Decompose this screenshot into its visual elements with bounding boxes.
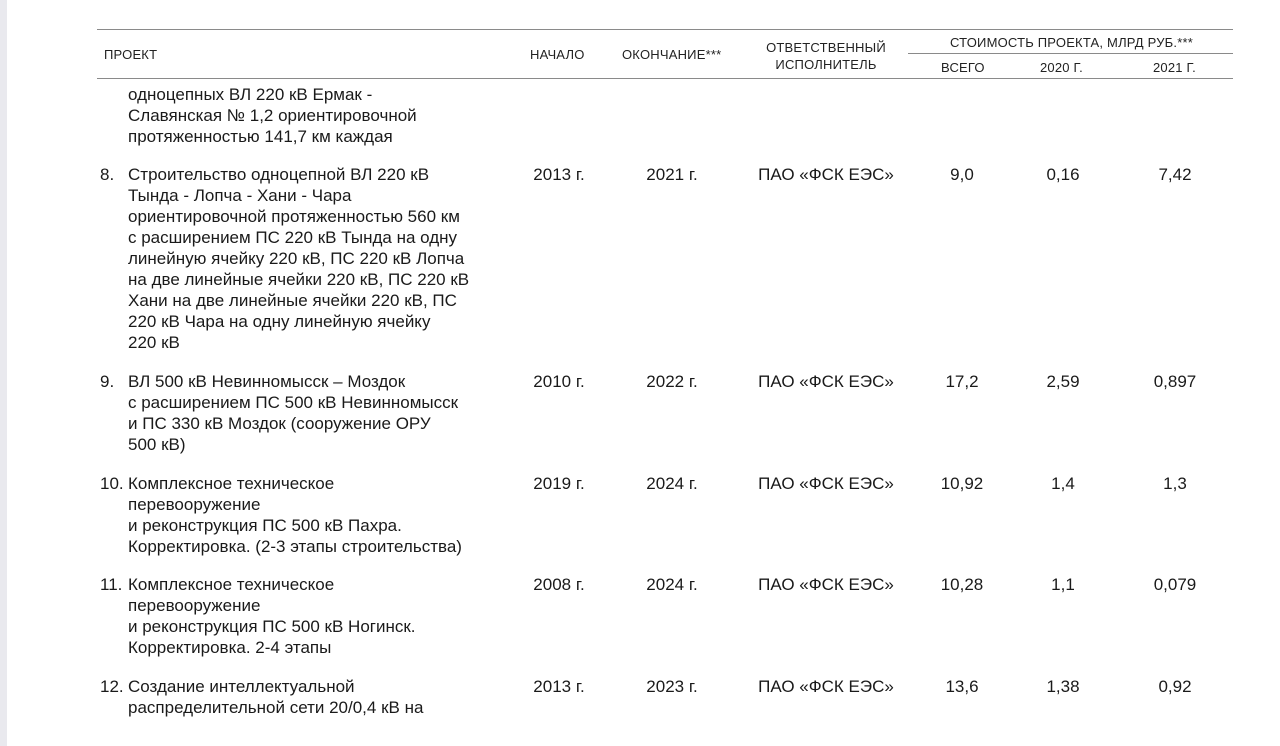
end-year: 2022 г.: [646, 372, 698, 391]
cost-2020: 2,59: [1046, 372, 1080, 391]
description-line: Корректировка. (2-3 этапы строительства): [128, 537, 462, 556]
row-number: 9.: [100, 372, 115, 391]
cost-2020: 0,16: [1046, 165, 1080, 184]
description-line: 500 кВ): [128, 435, 186, 454]
cost-2021: 7,42: [1158, 165, 1192, 184]
header-bottom-rule: [97, 78, 1233, 79]
header-2021: 2021 Г.: [1153, 60, 1196, 75]
cost-total: 17,2: [945, 372, 979, 391]
description-line: Создание интеллектуальной: [128, 677, 355, 696]
description-line: распределительной сети 20/0,4 кВ на: [128, 698, 424, 717]
start-year: 2013 г.: [533, 165, 585, 184]
start-year: 2013 г.: [533, 677, 585, 696]
start-year: 2008 г.: [533, 575, 585, 594]
header-responsible: [752, 39, 900, 73]
continuation-line: одноцепных ВЛ 220 кВ Ермак -: [128, 85, 373, 104]
start-year: 2019 г.: [533, 474, 585, 493]
row-description: [128, 371, 508, 455]
header-project: ПРОЕКТ: [104, 47, 158, 62]
row-number: 11.: [100, 575, 123, 594]
cost-2021: 0,079: [1153, 575, 1197, 594]
cost-total: 10,28: [940, 575, 984, 594]
cost-group-rule: [908, 53, 1233, 54]
continuation-text: [128, 84, 508, 147]
responsible-org: ПАО «ФСК ЕЭС»: [758, 677, 894, 696]
description-line: Тында - Лопча - Хани - Чара: [128, 186, 352, 205]
cost-2020: 1,4: [1051, 474, 1075, 493]
description-line: и ПС 330 кВ Моздок (сооружение ОРУ: [128, 414, 431, 433]
row-description: [128, 676, 508, 718]
description-line: линейную ячейку 220 кВ, ПС 220 кВ Лопча: [128, 249, 465, 268]
end-year: 2024 г.: [646, 575, 698, 594]
description-line: с расширением ПС 220 кВ Тында на одну: [128, 228, 458, 247]
cost-2020: 1,1: [1051, 575, 1075, 594]
responsible-org: ПАО «ФСК ЕЭС»: [758, 165, 894, 184]
description-line: Комплексное техническое: [128, 575, 335, 594]
cost-total: 9,0: [950, 165, 974, 184]
description-line: Корректировка. 2-4 этапы: [128, 638, 332, 657]
cost-2021: 1,3: [1163, 474, 1187, 493]
description-line: Комплексное техническое: [128, 474, 335, 493]
description-line: перевооружение: [128, 596, 261, 615]
row-number: 10.: [100, 474, 124, 493]
cost-total: 10,92: [940, 474, 984, 493]
end-year: 2023 г.: [646, 677, 698, 696]
end-year: 2021 г.: [646, 165, 698, 184]
cost-2021: 0,897: [1153, 372, 1197, 391]
cost-total: 13,6: [945, 677, 979, 696]
description-line: и реконструкция ПС 500 кВ Пахра.: [128, 516, 402, 535]
description-line: Хани на две линейные ячейки 220 кВ, ПС: [128, 291, 457, 310]
header-2020: 2020 Г.: [1040, 60, 1083, 75]
end-year: 2024 г.: [646, 474, 698, 493]
description-line: Строительство одноцепной ВЛ 220 кВ: [128, 165, 430, 184]
responsible-org: ПАО «ФСК ЕЭС»: [758, 372, 894, 391]
description-line: и реконструкция ПС 500 кВ Ногинск.: [128, 617, 416, 636]
continuation-line: Славянская № 1,2 ориентировочной: [128, 106, 417, 125]
row-number: 12.: [100, 677, 124, 696]
responsible-org: ПАО «ФСК ЕЭС»: [758, 474, 894, 493]
description-line: на две линейные ячейки 220 кВ, ПС 220 кВ: [128, 270, 470, 289]
cost-2021: 0,92: [1158, 677, 1192, 696]
description-line: перевооружение: [128, 495, 261, 514]
description-line: ориентировочной протяженностью 560 км: [128, 207, 460, 226]
cost-2020: 1,38: [1046, 677, 1080, 696]
header-top-rule: [97, 29, 1233, 30]
header-responsible-line2: ИСПОЛНИТЕЛЬ: [775, 57, 877, 72]
header-total: ВСЕГО: [941, 60, 985, 75]
row-description: [128, 164, 508, 353]
row-number: 8.: [100, 165, 115, 184]
continuation-line: протяженностью 141,7 км каждая: [128, 127, 393, 146]
responsible-org: ПАО «ФСК ЕЭС»: [758, 575, 894, 594]
description-line: 220 кВ Чара на одну линейную ячейку: [128, 312, 431, 331]
description-line: с расширением ПС 500 кВ Невинномысск: [128, 393, 459, 412]
description-line: 220 кВ: [128, 333, 180, 352]
header-end: ОКОНЧАНИЕ***: [622, 47, 722, 62]
row-description: [128, 574, 508, 658]
description-line: ВЛ 500 кВ Невинномысск – Моздок: [128, 372, 406, 391]
header-cost-group: СТОИМОСТЬ ПРОЕКТА, МЛРД РУБ.***: [950, 35, 1193, 50]
start-year: 2010 г.: [533, 372, 585, 391]
header-responsible-line1: ОТВЕТСТВЕННЫЙ: [766, 40, 886, 55]
header-start: НАЧАЛО: [530, 47, 585, 62]
row-description: [128, 473, 508, 557]
